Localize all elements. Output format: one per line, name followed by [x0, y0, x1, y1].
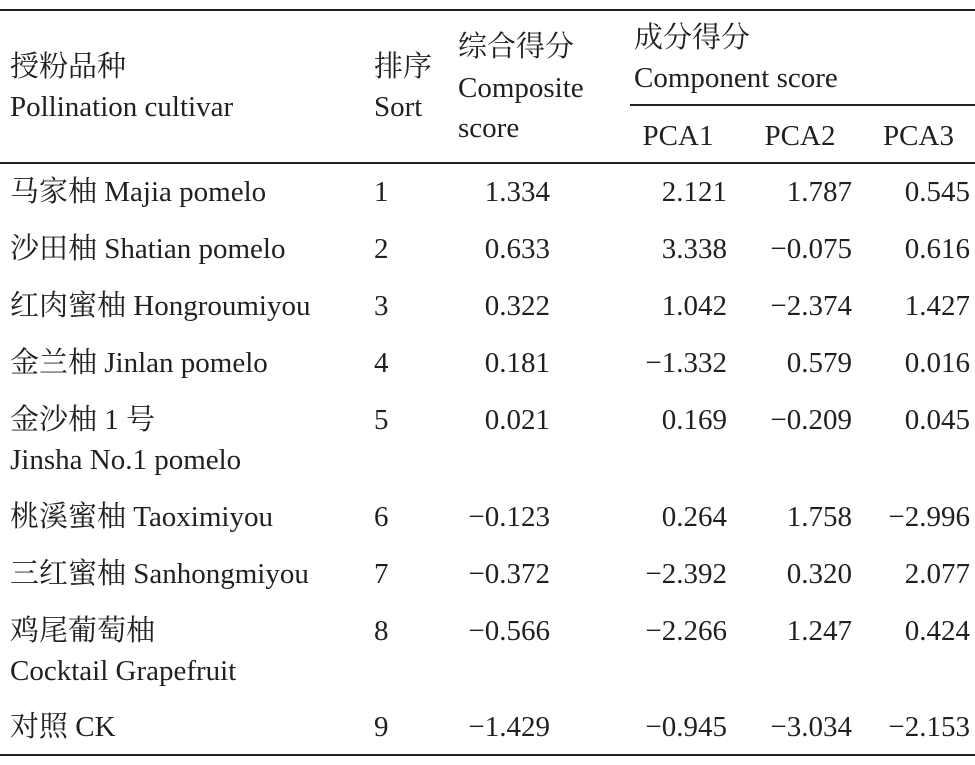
composite-value: −0.372 [468, 558, 550, 590]
header-composite-en2: score [458, 112, 520, 144]
sort-value: 8 [374, 615, 389, 647]
pca2-value: 0.579 [786, 347, 852, 379]
cultivar-name: 红肉蜜柚 Hongroumiyou [10, 290, 311, 322]
cultivar-name-en: Cocktail Grapefruit [10, 655, 237, 687]
pca3-value: 1.427 [904, 290, 970, 322]
cultivar-name: 金兰柚 Jinlan pomelo [10, 347, 268, 379]
pca1-value: 3.338 [661, 233, 727, 265]
pca2-value: 1.247 [786, 615, 852, 647]
pca1-value: −1.332 [645, 347, 727, 379]
composite-value: −0.566 [468, 615, 550, 647]
cultivar-name-en: Jinsha No.1 pomelo [10, 444, 242, 476]
sort-value: 9 [374, 711, 389, 743]
sort-value: 6 [374, 501, 389, 533]
pca2-value: −0.209 [770, 404, 852, 436]
header-component-zh: 成分得分 [634, 22, 751, 54]
pca3-value: 0.045 [904, 404, 970, 436]
header-sort-en: Sort [374, 91, 423, 123]
pca2-value: 1.758 [786, 501, 852, 533]
header-component-en: Component score [634, 62, 838, 94]
composite-value: 0.021 [484, 404, 550, 436]
sort-value: 1 [374, 176, 389, 208]
pca3-value: −2.996 [888, 501, 970, 533]
composite-value: −1.429 [468, 711, 550, 743]
pca2-value: 0.320 [786, 558, 852, 590]
sort-value: 5 [374, 404, 389, 436]
top-rule [0, 9, 975, 11]
cultivar-name: 沙田柚 Shatian pomelo [10, 233, 286, 265]
cultivar-name: 马家柚 Majia pomelo [10, 176, 267, 208]
pca3-value: −2.153 [888, 711, 970, 743]
sort-value: 7 [374, 558, 389, 590]
pca3-value: 0.545 [904, 176, 970, 208]
pca2-value: −3.034 [770, 711, 852, 743]
composite-value: 0.322 [484, 290, 550, 322]
pca3-value: 0.016 [904, 347, 970, 379]
pca1-value: 2.121 [661, 176, 727, 208]
pca2-value: −0.075 [770, 233, 852, 265]
cultivar-name: 桃溪蜜柚 Taoximiyou [10, 501, 273, 533]
header-sort-zh: 排序 [374, 51, 433, 83]
pca1-value: −2.266 [645, 615, 727, 647]
composite-value: 0.633 [484, 233, 550, 265]
composite-value: 0.181 [484, 347, 550, 379]
header-cultivar-zh: 授粉品种 [10, 51, 127, 83]
composite-value: −0.123 [468, 501, 550, 533]
header-pca3: PCA3 [883, 120, 954, 152]
composite-value: 1.334 [484, 176, 550, 208]
sort-value: 2 [374, 233, 389, 265]
cultivar-name: 鸡尾葡萄柚 [10, 615, 156, 647]
cultivar-name: 对照 CK [10, 711, 116, 743]
pca1-value: −0.945 [645, 711, 727, 743]
pca1-value: 1.042 [661, 290, 727, 322]
header-composite-en1: Composite [458, 72, 584, 104]
pca1-value: 0.264 [661, 501, 727, 533]
header-cultivar-en: Pollination cultivar [10, 91, 234, 123]
pca1-value: −2.392 [645, 558, 727, 590]
sort-value: 4 [374, 347, 389, 379]
cultivar-name: 三红蜜柚 Sanhongmiyou [10, 558, 309, 590]
pca3-value: 2.077 [904, 558, 970, 590]
header-composite-zh: 综合得分 [458, 31, 575, 63]
pca2-value: −2.374 [770, 290, 852, 322]
bottom-rule [0, 754, 975, 756]
pca1-value: 0.169 [661, 404, 727, 436]
component-subrule [630, 104, 975, 106]
pca2-value: 1.787 [786, 176, 852, 208]
pca3-value: 0.616 [904, 233, 970, 265]
sort-value: 3 [374, 290, 389, 322]
pca3-value: 0.424 [904, 615, 970, 647]
cultivar-name: 金沙柚 1 号 [10, 404, 156, 436]
header-rule [0, 162, 975, 164]
header-pca2: PCA2 [764, 120, 836, 152]
header-pca1: PCA1 [642, 120, 714, 152]
